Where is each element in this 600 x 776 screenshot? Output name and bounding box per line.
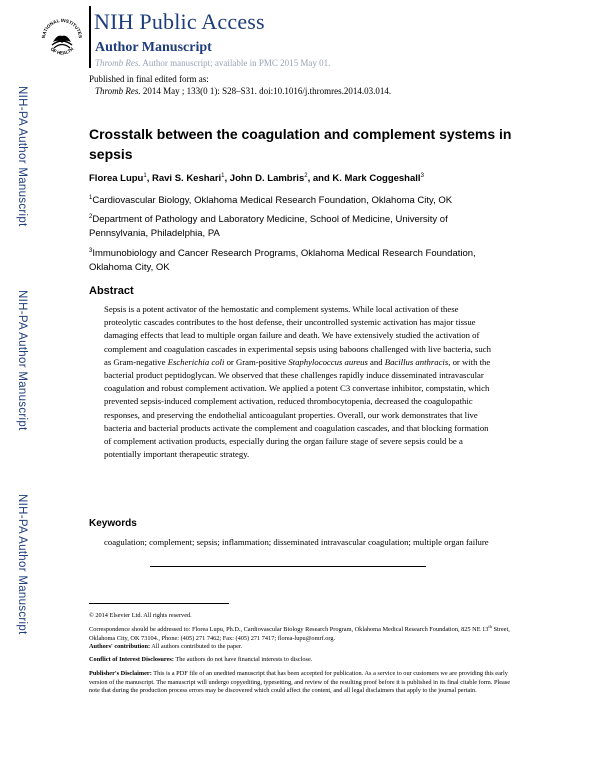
- affiliation-1: [89, 191, 509, 208]
- logo-text-bottom: OF HEALTH: [49, 46, 75, 56]
- contribution-label: Authors' contribution:: [89, 643, 151, 650]
- author-sep: ,: [224, 173, 230, 184]
- copyright: © 2014 Elsevier Ltd. All rights reserved.: [89, 612, 192, 619]
- abstract-species: Escherichia coli: [167, 356, 225, 367]
- footnote-divider: [89, 603, 229, 604]
- abstract-text: , or with the bacterial product peptidoglycan. We observed that these challenges rapidly induce disseminated intravascular coagulation and robust complement activation. We applied a potent C3 convertase inhibitor, compstatin, which prevented sepsis-induced complement activation, reduced thrombocytopenia, decreased the coagulopathic responses, and preserving the endothelial anticoagulant properties. Overall, our work demonstrates that live bacteria and bacterial products activate the complement and coagulation cascades, and that blocking formation of complement activation products, especially during the organ failure stage of severe sepsis could be a potentially important therapeutic strategy.: [104, 356, 491, 460]
- author-sep: , and: [307, 173, 333, 184]
- coi-label: Conflict of Interest Disclosures:: [89, 656, 174, 663]
- nih-logo: [37, 14, 87, 64]
- affiliation-3: [89, 244, 509, 275]
- nih-hhs-eagle-seal-icon: [37, 14, 87, 64]
- coi-text: The authors do not have financial interests to disclose.: [173, 656, 313, 663]
- abstract-heading: Abstract: [89, 285, 134, 297]
- svg-text:OF HEALTH: [50, 46, 75, 56]
- affiliation-2: [89, 210, 509, 241]
- section-divider: [150, 566, 426, 567]
- affiliation-text: Department of Pathology and Laboratory Medicine, School of Medicine, University of Pennsylvania, Philadelphia, PA: [89, 214, 448, 239]
- svg-text:NATIONAL INSTITUTES: [41, 18, 83, 39]
- citation-journal: Thromb Res.: [95, 86, 141, 96]
- header-note-rest: Author manuscript; available in PMC 2015 May 01.: [140, 58, 331, 68]
- affiliation-sup: 1: [89, 195, 93, 201]
- correspondence-text: Correspondence should be addressed to: Florea Lupu, Ph.D., Cardiovascular Biology Research Program, Oklahoma Medical Research Foundation, 825 NE 13: [89, 626, 489, 633]
- author-sup: 3: [420, 173, 424, 179]
- citation-rest: 2014 May ; 133(0 1): S28–S31. doi:10.1016/j.thromres.2014.03.014.: [140, 86, 392, 96]
- author-sup: 2: [304, 173, 308, 179]
- author-list: [89, 173, 424, 184]
- header-title: NIH Public Access: [94, 9, 265, 34]
- abstract-text: Sepsis is a potent activator of the hemostatic and complement systems. While local activation of these proteolytic cascades contributes to the host defense, their uncontrolled systemic activation has major tissue damaging effects that lead to multiple organ failure and death. We have extensively studied the activation of complement and coagulation cascades in experimental sepsis using baboons challenged with live bacteria, such as Gram-negative: [104, 304, 491, 367]
- abstract-species: Staphylococcus aureus: [288, 356, 368, 367]
- keywords-text: coagulation; complement; sepsis; inflammation; disseminated intravascular coagulation; multiple organ failure: [104, 537, 489, 547]
- abstract-species: Bacillus anthracis: [384, 356, 449, 367]
- affiliation-sup: 2: [89, 214, 93, 220]
- author-name: K. Mark Coggeshall: [332, 173, 421, 184]
- contribution-text: All authors contributed to the paper.: [150, 643, 243, 650]
- article-title: Crosstalk between the coagulation and complement systems in sepsis: [89, 126, 512, 162]
- abstract-text: or Gram-positive: [224, 356, 289, 367]
- author-sup: 1: [221, 173, 225, 179]
- header-availability-note: [95, 58, 330, 68]
- header-subtitle: Author Manuscript: [95, 40, 212, 55]
- side-label-2: NIH-PA Author Manuscript: [16, 290, 28, 431]
- abstract-text: and: [367, 356, 385, 367]
- disclaimer-label: Publisher's Disclaimer:: [89, 670, 152, 677]
- keywords-heading: Keywords: [89, 518, 137, 529]
- correspondence: [89, 623, 519, 643]
- side-label-3: NIH-PA Author Manuscript: [16, 494, 28, 635]
- logo-text-top: NATIONAL INSTITUTES: [40, 17, 84, 39]
- side-label-1: NIH-PA Author Manuscript: [16, 86, 28, 227]
- author-sup: 1: [143, 173, 147, 179]
- header-divider: [89, 6, 91, 68]
- abstract-body: [104, 303, 494, 461]
- affiliation-text: Immunobiology and Cancer Research Programs, Oklahoma Medical Research Foundation, Oklahoma City, OK: [89, 248, 476, 273]
- affiliation-text: Cardiovascular Biology, Oklahoma Medical Research Foundation, Oklahoma City, OK: [92, 195, 453, 206]
- correspondence-text: Street, Oklahoma City, OK 73104., Phone: (405) 271 7462; Fax: (405) 271 7417; florea-lupu@omrf.org.: [89, 626, 510, 642]
- author-name: John D. Lambris: [229, 173, 305, 184]
- header-note-journal: Thromb Res.: [95, 58, 141, 68]
- affiliation-sup: 3: [89, 248, 93, 254]
- authors-contribution: [89, 643, 519, 652]
- conflict-of-interest: [89, 656, 519, 665]
- publisher-disclaimer: [89, 670, 519, 696]
- author-sep: ,: [146, 173, 152, 184]
- disclaimer-text: This is a PDF file of an unedited manuscript that has been accepted for publication. As a service to our customers we are providing this early version of the manuscript. The manuscript will undergo copyediting, typesetting, and review of the resulting proof before it is published in its final citable form. Please note that during the production process errors may be discovered which could affect the content, and all legal disclaimers that apply to the journal pertain.: [89, 670, 511, 695]
- correspondence-sup: th: [488, 624, 492, 629]
- published-label: Published in final edited form as:: [89, 74, 209, 84]
- author-name: Florea Lupu: [89, 173, 144, 184]
- author-name: Ravi S. Keshari: [152, 173, 222, 184]
- citation: [95, 86, 391, 96]
